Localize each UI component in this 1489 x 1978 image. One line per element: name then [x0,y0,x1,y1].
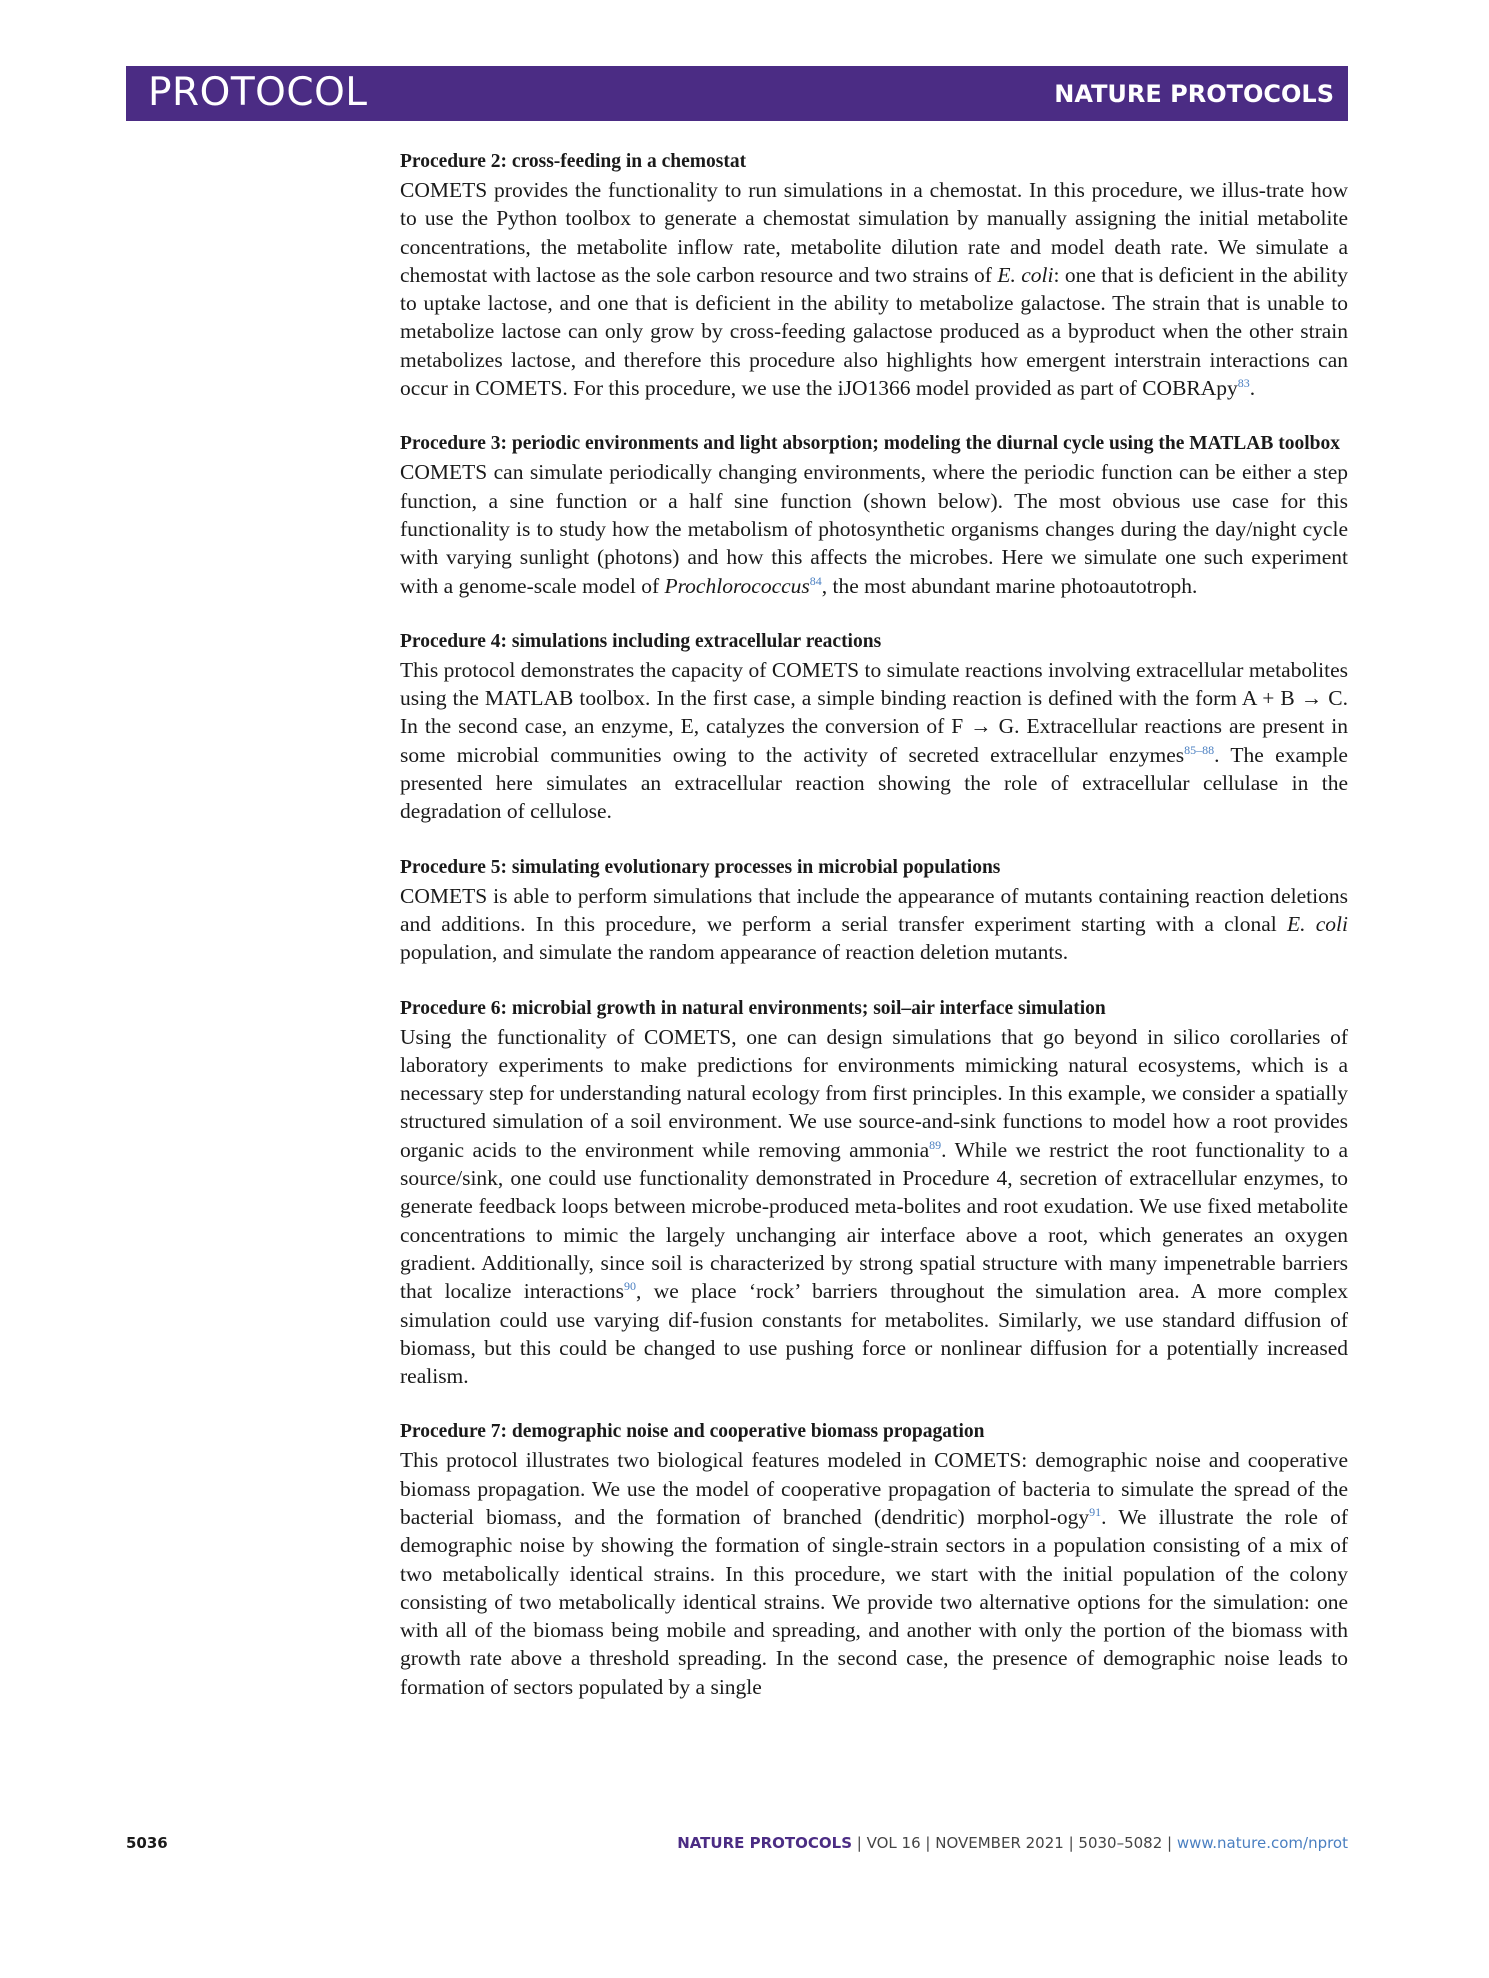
footer-citation: NATURE PROTOCOLS | VOL 16 | NOVEMBER 2021 | 5030–5082 | www.nature.com/nprot [677,1834,1348,1852]
footer-url-link[interactable]: www.nature.com/nprot [1176,1834,1348,1852]
reference-link[interactable]: 90 [624,1279,637,1294]
footer-journal: NATURE PROTOCOLS [677,1834,853,1852]
procedure-2-body: COMETS provides the functionality to run simulations in a chemostat. In this procedure, we illus-trate how to use the Python toolbox to generate a chemostat simulation by manually assigning the initial metabolite concentrations, the metabolite inflow rate, metabolite dilution rate and model death rate. We simulate a chemostat with lactose as the sole carbon resource and two strains of E. coli: one that is deficient in the ability to uptake lactose, and one that is deficient in the ability to metabolize galactose. The strain that is unable to metabolize lactose can only grow by cross-feeding galactose produced as a byproduct when the other strain metabolizes lactose, and therefore this procedure also highlights how emergent interstrain interactions can occur in COMETS. For this procedure, we use the iJO1366 model provided as part of COBRApy$^{83}$. [400,178,1349,401]
journal-name: NATURE PROTOCOLS [1054,80,1334,108]
main-content [400,148,1348,1729]
procedure-7-section [400,1418,1348,1701]
page-number: 5036 [126,1834,168,1852]
footer-volume: VOL 16 | NOVEMBER 2021 | 5030–5082 | [866,1834,1173,1852]
reference-link[interactable]: 84 [809,573,822,588]
procedure-7-heading: Procedure 7: demographic noise and cooperative biomass propagation [400,1421,985,1443]
reference-link[interactable]: 83 [1237,375,1250,390]
procedure-3-heading: Procedure 3: periodic environments and light absorption; modeling the diurnal cycle using the MATLAB toolbox [400,433,1341,455]
reference-link[interactable]: 85–88 [1184,742,1215,757]
procedure-6-body: Using the functionality of COMETS, one can design simulations that go beyond in silico corollaries of laboratory experiments to make predictions for environments mimicking natural ecosystems, which is a necessary step for understanding natural ecology from first principles. In this example, we consider a spatially structured simulation of a soil environment. We use source-and-sink functions to model how a root provides organic acids to the environment while removing ammonia$^{89}$. While we restrict the root functionality to a source/sink, one could use functionality demonstrated in Procedure 4, secretion of extracellular enzymes, to generate feedback loops between microbe-produced meta-bolites and root exudation. We use fixed metabolite concentrations to mimic the largely unchanging air interface above a root, which generates an oxygen gradient. Additionally, since soil is characterized by strong spatial structure with many impenetrable barriers that localize interactions$^{90}$, we place ‘rock’ barriers throughout the simulation area. A more complex simulation could use varying dif-fusion constants for metabolites. Similarly, we use standard diffusion of biomass, but this could be changed to use pushing force or nonlinear diffusion for a potentially increased realism. [400,1024,1348,1389]
procedure-6-heading: Procedure 6: microbial growth in natural environments; soil–air interface simulation [400,997,1106,1019]
procedure-4-body: This protocol demonstrates the capacity of COMETS to simulate reactions involving extracellular metabolites using the MATLAB toolbox. In the first case, a simple binding reaction is defined with the form A + B → C. In the second case, an enzyme, E, catalyzes the conversion of F → G. Extracellular reactions are present in some microbial communities owing to the activity of secreted extracellular enzymes$^{85-88}$. The example presented here simulates an extracellular reaction showing the role of extracellular cellulase in the degradation of cellulose. [400,657,1348,824]
procedure-2-heading: Procedure 2: cross-feeding in a chemostat [400,151,747,172]
procedure-5-section [400,854,1348,967]
section-label: PROTOCOL [148,70,368,115]
procedure-4-heading: Procedure 4: simulations including extracellular reactions [400,630,882,652]
procedure-3-body: COMETS can simulate periodically changing environments, where the periodic function can be either a step function, a sine function or a half sine function (shown below). The most obvious use case for this functionality is to study how the metabolism of photosynthetic organisms changes during the day/night cycle with varying sunlight (photons) and how this affects the microbes. Here we simulate one such experiment with a genome-scale model of Prochlorococcus$^{84}$, the most abundant marine photoautotroph. [400,460,1348,598]
header-bar [126,66,1348,121]
reference-link[interactable]: 89 [929,1137,942,1152]
procedure-6-section [400,995,1348,1391]
procedure-5-body: COMETS is able to perform simulations that include the appearance of mutants containing reaction deletions and additions. In this procedure, we perform a serial transfer experiment starting with a clonal E. coli population, and simulate the random appearance of reaction deletion mutants. [400,883,1348,965]
reference-link[interactable]: 91 [1089,1504,1102,1519]
procedure-5-heading: Procedure 5: simulating evolutionary processes in microbial populations [400,856,1001,878]
procedure-3-section [400,430,1348,599]
procedure-4-section [400,628,1348,826]
procedure-2-section [400,148,1348,402]
procedure-7-body: This protocol illustrates two biological features modeled in COMETS: demographic noise and cooperative biomass propagation. We use the model of cooperative propagation of bacteria to simulate the spread of the bacterial biomass, and the formation of branched (dendritic) morphol-ogy$^{91}$. We illustrate the role of demographic noise by showing the formation of single-strain sectors in a population consisting of a mix of two metabolically identical strains. In this procedure, we start with the initial population of the colony consisting of two metabolically identical strains. We provide two alternative options for the simulation: one with all of the biomass being mobile and spreading, and another with only the portion of the biomass with growth rate above a threshold spreading. In the second case, the presence of demographic noise leads to formation of sectors populated by a single [400,1448,1349,1699]
